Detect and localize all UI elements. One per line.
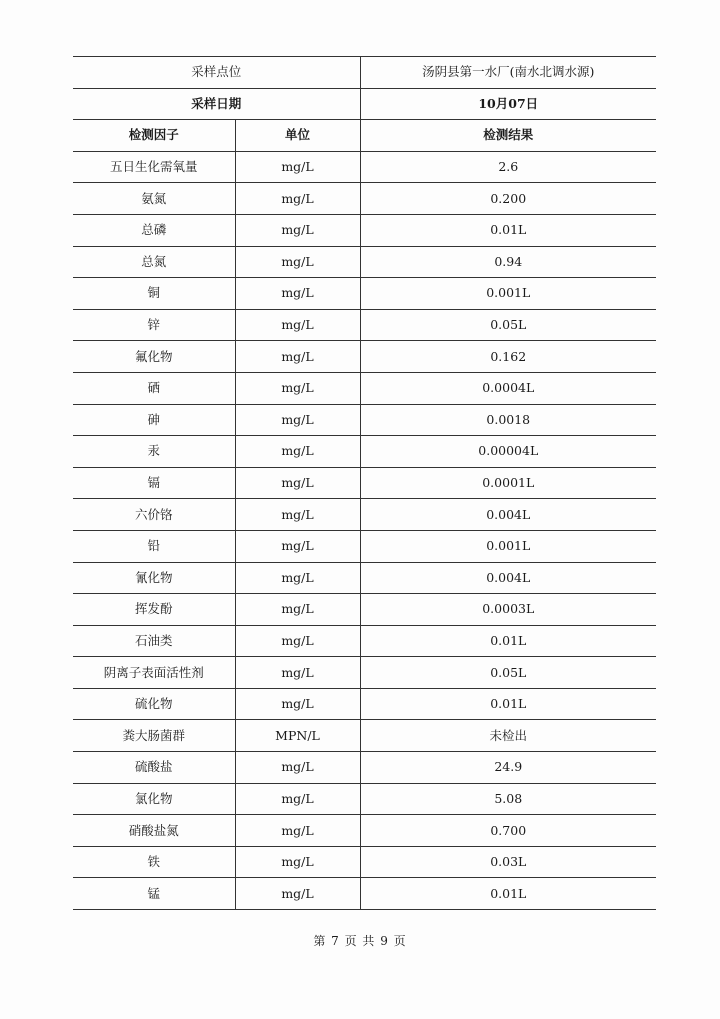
factor-cell: 铜 <box>73 278 235 310</box>
result-cell: 0.004L <box>360 499 656 531</box>
table-body <box>73 57 656 910</box>
table-row <box>73 151 656 183</box>
result-cell: 0.01L <box>360 688 656 720</box>
factor-cell: 粪大肠菌群 <box>73 720 235 752</box>
result-cell: 0.03L <box>360 846 656 878</box>
unit-cell: mg/L <box>235 594 360 626</box>
page-number: 第 7 页 共 9 页 <box>313 934 407 948</box>
result-cell: 0.01L <box>360 878 656 910</box>
result-cell: 0.01L <box>360 214 656 246</box>
date-row <box>73 88 656 120</box>
result-cell: 0.05L <box>360 657 656 689</box>
result-cell: 0.05L <box>360 309 656 341</box>
table-row <box>73 783 656 815</box>
result-cell: 0.0018 <box>360 404 656 436</box>
factor-cell: 砷 <box>73 404 235 436</box>
date-label: 采样日期 <box>73 88 360 120</box>
factor-cell: 硫化物 <box>73 688 235 720</box>
table-row <box>73 562 656 594</box>
unit-cell: mg/L <box>235 878 360 910</box>
site-label: 采样点位 <box>73 57 360 89</box>
result-cell: 24.9 <box>360 752 656 784</box>
unit-cell: mg/L <box>235 562 360 594</box>
unit-cell: mg/L <box>235 341 360 373</box>
column-header-row <box>73 120 656 152</box>
result-cell: 5.08 <box>360 783 656 815</box>
unit-cell: mg/L <box>235 846 360 878</box>
result-cell: 0.162 <box>360 341 656 373</box>
unit-cell: mg/L <box>235 815 360 847</box>
table-row <box>73 530 656 562</box>
factor-cell: 锌 <box>73 309 235 341</box>
column-header-factor: 检测因子 <box>73 120 235 152</box>
result-cell: 0.01L <box>360 625 656 657</box>
factor-cell: 硒 <box>73 372 235 404</box>
table-row <box>73 372 656 404</box>
factor-cell: 氯化物 <box>73 783 235 815</box>
result-cell: 未检出 <box>360 720 656 752</box>
table-row <box>73 594 656 626</box>
factor-cell: 汞 <box>73 436 235 468</box>
table-row <box>73 499 656 531</box>
factor-cell: 总磷 <box>73 214 235 246</box>
table-row <box>73 657 656 689</box>
table-row <box>73 436 656 468</box>
table-row <box>73 278 656 310</box>
result-cell: 0.94 <box>360 246 656 278</box>
table-row <box>73 846 656 878</box>
table-row <box>73 309 656 341</box>
table-row <box>73 720 656 752</box>
table-row <box>73 688 656 720</box>
column-header-result: 检测结果 <box>360 120 656 152</box>
table-row <box>73 404 656 436</box>
factor-cell: 五日生化需氧量 <box>73 151 235 183</box>
unit-cell: mg/L <box>235 404 360 436</box>
table-row <box>73 341 656 373</box>
result-cell: 0.0004L <box>360 372 656 404</box>
unit-cell: mg/L <box>235 183 360 215</box>
unit-cell: mg/L <box>235 372 360 404</box>
factor-cell: 阴离子表面活性剂 <box>73 657 235 689</box>
factor-cell: 硫酸盐 <box>73 752 235 784</box>
table-row <box>73 878 656 910</box>
unit-cell: mg/L <box>235 436 360 468</box>
table-row <box>73 467 656 499</box>
unit-cell: mg/L <box>235 499 360 531</box>
unit-cell: mg/L <box>235 625 360 657</box>
factor-cell: 铁 <box>73 846 235 878</box>
unit-cell: mg/L <box>235 214 360 246</box>
unit-cell: mg/L <box>235 309 360 341</box>
column-header-unit: 单位 <box>235 120 360 152</box>
unit-cell: MPN/L <box>235 720 360 752</box>
factor-cell: 总氮 <box>73 246 235 278</box>
unit-cell: mg/L <box>235 783 360 815</box>
result-cell: 0.0003L <box>360 594 656 626</box>
unit-cell: mg/L <box>235 151 360 183</box>
unit-cell: mg/L <box>235 246 360 278</box>
unit-cell: mg/L <box>235 278 360 310</box>
table-row <box>73 815 656 847</box>
result-cell: 0.004L <box>360 562 656 594</box>
unit-cell: mg/L <box>235 657 360 689</box>
unit-cell: mg/L <box>235 530 360 562</box>
result-cell: 0.700 <box>360 815 656 847</box>
factor-cell: 铅 <box>73 530 235 562</box>
result-cell: 0.0001L <box>360 467 656 499</box>
result-cell: 0.00004L <box>360 436 656 468</box>
factor-cell: 硝酸盐氮 <box>73 815 235 847</box>
factor-cell: 六价铬 <box>73 499 235 531</box>
date-value: 10月07日 <box>360 88 656 120</box>
table-row <box>73 246 656 278</box>
table-row <box>73 625 656 657</box>
site-value: 汤阴县第一水厂(南水北调水源) <box>360 57 656 89</box>
result-cell: 0.200 <box>360 183 656 215</box>
factor-cell: 镉 <box>73 467 235 499</box>
factor-cell: 氨氮 <box>73 183 235 215</box>
site-row <box>73 57 656 89</box>
water-quality-table <box>73 56 656 910</box>
result-cell: 2.6 <box>360 151 656 183</box>
result-cell: 0.001L <box>360 530 656 562</box>
result-cell: 0.001L <box>360 278 656 310</box>
table-row <box>73 183 656 215</box>
factor-cell: 锰 <box>73 878 235 910</box>
factor-cell: 氟化物 <box>73 341 235 373</box>
factor-cell: 挥发酚 <box>73 594 235 626</box>
factor-cell: 石油类 <box>73 625 235 657</box>
unit-cell: mg/L <box>235 752 360 784</box>
unit-cell: mg/L <box>235 467 360 499</box>
table-row <box>73 752 656 784</box>
unit-cell: mg/L <box>235 688 360 720</box>
factor-cell: 氰化物 <box>73 562 235 594</box>
table-row <box>73 214 656 246</box>
